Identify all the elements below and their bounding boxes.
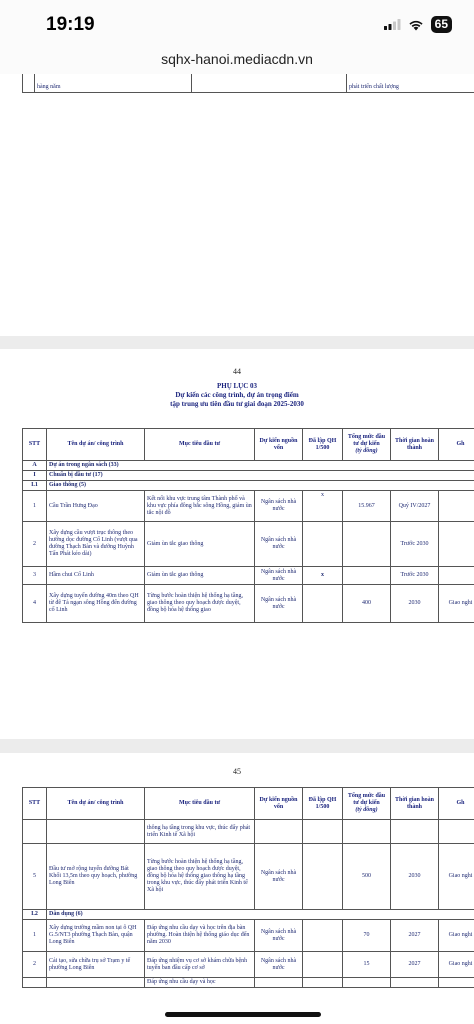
header-unit: (tỷ đồng) [355, 448, 378, 454]
total-cost: 500 [343, 844, 391, 910]
group-row [23, 910, 474, 920]
funding-source: Ngân sách nhà nước [255, 567, 303, 585]
project-name: Xây dựng tuyến đường 40m theo QH từ đê Tả ngạn sông Hồng đến đường cổ Linh [47, 585, 145, 623]
appendix-subtitle: Dự kiến các công trình, dự án trọng điểm [175, 391, 299, 399]
completion-time: 2027 [391, 952, 439, 978]
column-header: Thời gian hoàn thành [391, 788, 439, 820]
column-header: Dự kiến nguồn vốn [255, 429, 303, 461]
column-header: Đã lập QH 1/500 [303, 429, 343, 461]
project-goal: Đáp ứng nhu cầu dạy và học [145, 978, 255, 988]
plan-mark: x [303, 567, 343, 585]
column-header: Tên dự án/ công trình [47, 429, 145, 461]
projects-table-continued [22, 787, 474, 988]
column-header: Tên dự án/ công trình [47, 788, 145, 820]
address-bar[interactable] [0, 48, 474, 74]
column-header: Mục tiêu đầu tư [145, 788, 255, 820]
plan-mark [303, 522, 343, 567]
pdf-page-43 [0, 74, 474, 336]
project-goal: Giảm ùn tắc giao thông [145, 567, 255, 585]
page-number: 44 [233, 367, 241, 376]
group-stt: A [23, 461, 47, 471]
funding-source: Ngân sách nhà nước [255, 844, 303, 910]
project-name: Cải tạo, sửa chữa trụ sở Trạm y tế phường Long Biên [47, 952, 145, 978]
table-row [23, 491, 474, 522]
row-stt: 1 [23, 491, 47, 522]
column-header: Thời gian hoàn thành [391, 429, 439, 461]
project-name: Xây dựng cầu vượt trục thông theo hướng dọc đường Cổ Linh (vượt qua đường Thạch Bàn và đường Huỳnh Tấn Phát kéo dài) [47, 522, 145, 567]
project-goal: thông hạ tầng trong khu vực, thúc đẩy phát triển Kinh tế Xã hội [145, 820, 255, 844]
completion-time: Trước 2030 [391, 522, 439, 567]
funding-source: Ngân sách nhà nước [255, 491, 303, 522]
row-stt: 2 [23, 522, 47, 567]
column-header [343, 429, 391, 461]
pdf-page-45 [0, 753, 474, 1024]
page-number: 45 [233, 767, 241, 776]
column-header: Dự kiến nguồn vốn [255, 788, 303, 820]
table-cell: hàng năm [35, 74, 192, 93]
plan-mark: x [303, 491, 343, 522]
appendix-title: PHỤ LỤC 03 [216, 382, 258, 390]
table-row [23, 844, 474, 910]
funding-source: Ngân sách nhà nước [255, 585, 303, 623]
funding-source: Ngân sách nhà nước [255, 920, 303, 952]
funding-source: Ngân sách nhà nước [255, 952, 303, 978]
row-stt: 3 [23, 567, 47, 585]
group-label: Dự án trong ngân sách (33) [47, 461, 474, 471]
table-row [23, 978, 474, 988]
column-header: Mục tiêu đầu tư [145, 429, 255, 461]
header-unit: (tỷ đồng) [355, 807, 378, 813]
completion-time: Trước 2030 [391, 567, 439, 585]
column-header [343, 788, 391, 820]
table-row [23, 522, 474, 567]
battery-icon: 65 [431, 16, 452, 33]
plan-mark [303, 585, 343, 623]
appendix-subtitle: tập trung ưu tiên đầu tư giai đoạn 2025-2030 [170, 400, 304, 408]
group-stt: I.1 [23, 481, 47, 491]
total-cost [343, 567, 391, 585]
group-stt: I [23, 471, 47, 481]
table-row [23, 952, 474, 978]
row-stt: 1 [23, 920, 47, 952]
note [439, 522, 474, 567]
table-row [23, 920, 474, 952]
funding-source: Ngân sách nhà nước [255, 522, 303, 567]
cellular-signal-icon [384, 19, 401, 30]
note: Giao nghi [439, 844, 474, 910]
pdf-page-44 [0, 349, 474, 739]
row-stt: 2 [23, 952, 47, 978]
plan-mark [303, 952, 343, 978]
project-goal: Đáp ứng nhiệm vụ cơ sở khám chữa bệnh tuyến ban đầu cấp cơ sở [145, 952, 255, 978]
pdf-viewer[interactable] [0, 74, 474, 1024]
total-cost [343, 522, 391, 567]
table-row [23, 585, 474, 623]
table-row [23, 567, 474, 585]
total-cost: 15 [343, 952, 391, 978]
row-stt: 4 [23, 585, 47, 623]
project-goal: Từng bước hoàn thiện hệ thống hạ tầng, giao thông theo quy hoạch được duyệt, đồng bộ hóa hệ thống giao thông hạ tầng trong khu vực, thúc đẩy phát triển Kinh tế Xã hội [145, 844, 255, 910]
table-row [23, 820, 474, 844]
plan-mark [303, 920, 343, 952]
project-goal: Từng bước hoàn thiện hệ thống hạ tầng, giao thông theo quy hoạch được duyệt, đồng bộ hóa hệ thống giao [145, 585, 255, 623]
total-cost: 15.967 [343, 491, 391, 522]
completion-time: Quý IV/2027 [391, 491, 439, 522]
column-header: Đã lập QH 1/500 [303, 788, 343, 820]
table-cell: phát triển chất lượng [347, 74, 474, 93]
group-row [23, 461, 474, 471]
column-header: STT [23, 788, 47, 820]
group-label: Chuẩn bị đầu tư (17) [47, 471, 474, 481]
project-name: Hầm chui Cổ Linh [47, 567, 145, 585]
note [439, 491, 474, 522]
completion-time: 2030 [391, 585, 439, 623]
header-text: Tổng mức đầu tư dự kiến [347, 793, 386, 806]
column-header: Gh [439, 788, 474, 820]
total-cost: 400 [343, 585, 391, 623]
table-header-row [23, 429, 474, 461]
group-label: Giao thông (5) [47, 481, 474, 491]
project-goal: Đáp ứng nhu cầu dạy và học trên địa bàn phường. Hoàn thiện hệ thống giáo dục đến năm 2030 [145, 920, 255, 952]
project-name: Xây dựng trường mầm non tại ô QH G.5/NT3 phường Thạch Bàn, quận Long Biên [47, 920, 145, 952]
group-stt: I.2 [23, 910, 47, 920]
column-header: Gh [439, 429, 474, 461]
group-row [23, 481, 474, 491]
home-indicator[interactable] [165, 1012, 321, 1017]
row-stt: 5 [23, 844, 47, 910]
status-icons [384, 16, 452, 33]
total-cost: 70 [343, 920, 391, 952]
group-row [23, 471, 474, 481]
column-header: STT [23, 429, 47, 461]
group-label: Dân dụng (6) [47, 910, 474, 920]
header-text: Tổng mức đầu tư dự kiến [347, 434, 386, 447]
clock: 19:19 [46, 14, 95, 35]
table-header-row [23, 788, 474, 820]
plan-mark [303, 844, 343, 910]
url-text: sqhx-hanoi.mediacdn.vn [161, 51, 313, 67]
wifi-icon [408, 19, 424, 31]
note: Giao nghi [439, 952, 474, 978]
note: Giao nghi [439, 585, 474, 623]
project-name: Cầu Trần Hưng Đạo [47, 491, 145, 522]
project-goal: Kết nối khu vực trung tâm Thành phố và khu vực phía đông bắc sông Hồng, giảm ùn tắc nội đô [145, 491, 255, 522]
note: Giao nghi [439, 920, 474, 952]
project-name: Đầu tư mở rộng tuyến đường Bát Khối 13,5m theo quy hoạch, phường Long Biên [47, 844, 145, 910]
status-bar [0, 0, 474, 48]
projects-table [22, 428, 474, 623]
project-goal: Giảm ùn tắc giao thông [145, 522, 255, 567]
completion-time: 2027 [391, 920, 439, 952]
note [439, 567, 474, 585]
completion-time: 2030 [391, 844, 439, 910]
prev-page-table [22, 74, 474, 93]
